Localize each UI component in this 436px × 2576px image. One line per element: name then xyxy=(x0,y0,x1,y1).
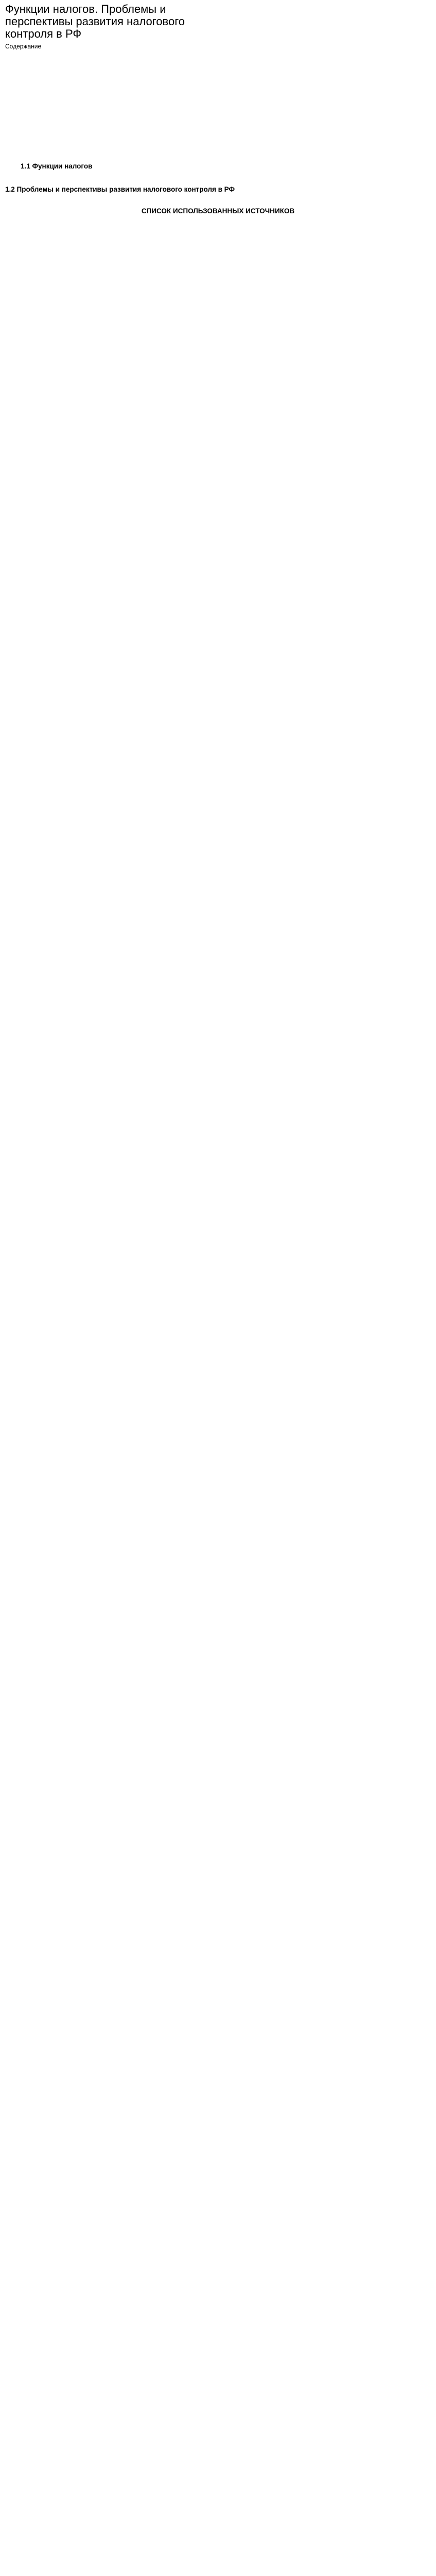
bibliography-title: СПИСОК ИСПОЛЬЗОВАННЫХ ИСТОЧНИКОВ xyxy=(141,207,295,215)
section-heading-1-1: 1.1 Функции налогов xyxy=(21,162,93,170)
top-whitespace xyxy=(5,56,431,162)
document-title: Функции налогов. Проблемы и перспективы развития налогового контроля в РФ xyxy=(5,3,185,40)
document xyxy=(5,3,431,215)
section-gap xyxy=(5,177,431,182)
section-tax-control-problems xyxy=(5,185,431,194)
section-heading-1-2: 1.2 Проблемы и перспективы развития налогового контроля в РФ xyxy=(5,185,235,193)
table-of-contents-label: Содержание xyxy=(5,43,42,50)
bibliography-section xyxy=(5,207,431,215)
section-functions-of-taxes xyxy=(5,162,431,182)
